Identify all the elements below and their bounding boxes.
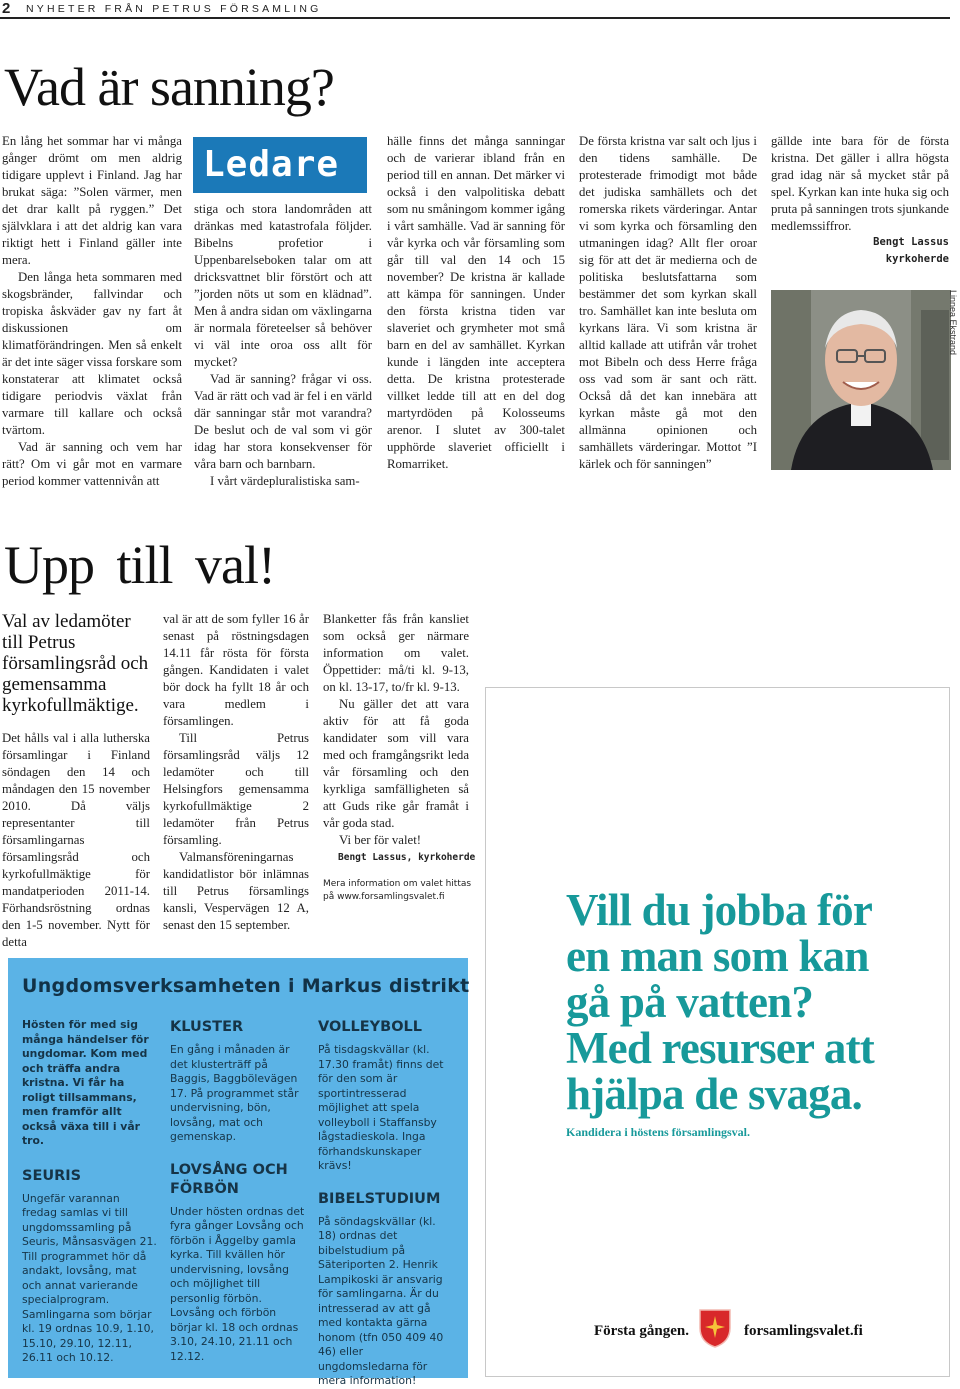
article-column-2 [194, 201, 372, 490]
paragraph: gällde inte bara för de första kristna. Det gäller i allra högsta grad idag när så mycket står på spel. Kyrkan kan inte huka sig och pruta på sanningen trots sjunkande medlemssiffror. [771, 134, 949, 233]
paragraph: Till Petrus församlingsråd väljs 12 ledamöter och till Helsingfors gemensamma kyrkofullmäktige 2 ledamöter från Petrus församling. [163, 731, 309, 847]
article-column-1 [2, 133, 182, 490]
article2-byline: Bengt Lassus, kyrkoherde [338, 852, 476, 863]
paragraph: stiga och stora landområden att dränkas med katastrofala följder. Bibelns profetior i Uppenbarelseboken talar om att dricksvattnet blir förstört och att ”jorden nöts ut som en klädnad”. Men å andra sidan om växlingarna är normala företeelser så behöver vi väl inte oroa oss allt för mycket? [194, 202, 372, 369]
paragraph: Vad är sanning? frågar vi oss. Vad är rätt och vad är fel i en värld där sanningar står mot varandra? De beslut och de val som vi gör idag har stora konsekvenser för våra barn och barnbarn. [194, 372, 373, 471]
section-header: NYHETER FRÅN PETRUS FÖRSAMLING [26, 3, 322, 15]
photo-credit-text: Linnea Ekstrand [948, 290, 958, 356]
section-text-kluster: En gång i månaden är det klusterträff på Baggis, Baggbölevägen 17. På programmet står undervisning, bön, lovsång, mat och gemenskap. [170, 1043, 299, 1143]
section-heading-volleyboll: VOLLEYBOLL [318, 1019, 423, 1035]
paragraph: Den långa heta sommaren med skogsbränder, fallvindar och tropiska åskväder gav ny fart åt diskussionen om klimatförändringen. Men så enkelt är det inte säger vissa forskare som konstaterar att klimatet också tidigare periodvis växlat från varmare till kallare och också tvärtom. [2, 270, 182, 437]
article2-column-1 [2, 730, 150, 951]
paragraph: I vårt värdepluralistiska sam- [210, 474, 360, 488]
article-column-5 [771, 133, 949, 235]
page-number: 2 [2, 0, 11, 17]
paragraph: hälle finns det många sanningar och de varierar ibland från en period till en annan. Det märker vi också i den valpolitiska debatt som nu småningom kommer igång i vårt samhälle. Vad är sanning för vår kyrka och vår församling som går till val den 14 och 15 november? De kristna är kallade att kämpa för sanningen. Under den första kristna tiden var slaveriet och grymheter mot små barn en del av samhället. Kyrkan kunde i längden inte acceptera detta. De kristna protesterade villket ledde till att en del dog martyrdöden på Kolosseums arenor. I slutet av 300-talet upphörde slaveriet officiellt i Romarriket. [387, 134, 565, 471]
paragraph: Det hålls val i alla lutherska församlingar i Finland söndagen den 14 och måndagen den 15 november 2010. Då väljs representanter till församlingarnas församlingsråd och kyrkofullmäktige för mandatperioden 2011-14. Förhandsröstning ordnas den 1-5 november. Nytt för detta [2, 731, 150, 949]
article-headline: Vad är sanning? [4, 57, 334, 117]
article-column-4 [579, 133, 757, 473]
paragraph: Nu gäller det att vara aktiv för att få goda kandidater som vill vara med och framgångsrikt leda vår församling och den kyrkliga samfälligheten så att Guds rike går framåt i vår goda stad. [323, 697, 469, 830]
paragraph: Vad är sanning och vem har rätt? Om vi går mot en varmare period kommer vattennivån att [2, 440, 182, 488]
youth-box-title: Ungdomsverksamheten i Markus distrikt [22, 975, 470, 997]
section-tag: Ledare [193, 137, 367, 193]
ad-subline: Kandidera i höstens församlingsval. [566, 1125, 751, 1139]
article-headline-2: Upp till val! [4, 535, 275, 595]
article-subheadline: Val av ledamöter till Petrus församlingsråd och gemensamma kyrkofullmäktige. [2, 611, 149, 716]
youth-intro-text: Hösten för med sig många händelser för ungdomar. Kom med och träffa andra kristna. Vi får ha roligt tillsammans, men framför allt också växa till i vår tro. [22, 1018, 149, 1147]
section-text-volleyboll: På tisdagskvällar (kl. 17.30 framåt) finns det för den som är sportintresserad möjlighet att spela volleyboll i Staffansby lågstadieskola. Inga förhandskunskaper krävs! [318, 1043, 444, 1172]
byline-name: Bengt Lassus [873, 236, 949, 248]
youth-column-2 [170, 1018, 305, 1364]
section-text-lovsang: Under hösten ordnas det fyra gånger Lovsång och förbön i Åggelby gamla kyrka. Till kvällen hör undervisning, lovsång och möjlighet till personlig förbön. Lovsång och förbön börjar kl. 18 och ordnas 3.10, 24.10, 21.11 och 12.12. [170, 1204, 305, 1363]
paragraph: De första kristna var salt och ljus i den tidens samhälle. De protesterade frimodigt mot både det judiska samhällets och det romerska rikets värderingar. Antar vi som kyrka och församling den utmaningen idag? Allt fler oroar sig för att det är medierna och de politiska beslutsfattarna som bestämmer det som kyrkan skall tro. Samhället kan inte besluta om kyrkans lära. Vi som kristna är alltid kallade att utifrån vår trohet mot Bibeln och dess Herre fråga oss vad som är sant och rätt. Också då det kan innebära att kyrkan måste gå mot den allmänna opinionen och samhällets värderingar. Mottot ”I kärlek och för sanningen” [579, 134, 757, 471]
ad-slogan: Första gången. [594, 1323, 689, 1339]
article2-column-2 [163, 611, 309, 934]
more-info-text: Mera information om valet hittas på www.forsamlingsvalet.fi [323, 879, 472, 902]
section-text-bibelstudium: På söndagskvällar (kl. 18) ordnas det bibelstudium på Säteriporten 2. Henrik Lampikoski är ansvarig för samlingarna. Är du intresserad av att gå med kontakta gärna honom (tfn 050 409 40 46) eller ungdomsledarna för mera information! [318, 1214, 444, 1387]
section-text-seuris: Ungefär varannan fredag samlas vi till ungdomssamling på Seuris, Månsasvägen 21. Till programmet hör då andakt, lovsång, mat och annat varierande specialprogram. Samlingarna som börjar kl. 19 ordnas 10.9, 1.10, 15.10, 29.10, 12.11, 26.11 och 10.12. [22, 1191, 157, 1364]
article-column-3 [387, 133, 565, 473]
church-shield-icon [698, 1308, 732, 1348]
section-heading-kluster: KLUSTER [170, 1019, 244, 1035]
photo-credit [944, 290, 960, 370]
ad-headline: Vill du jobba för en man som kan gå på vatten? Med resurser att hjälpa de svaga. [566, 885, 874, 1119]
author-photo [771, 290, 951, 470]
byline-title: kyrkoherde [885, 253, 949, 265]
youth-intro [22, 1018, 157, 1366]
paragraph: Valmansföreningarnas kandidatlistor bör inlämnas till Petrus församlings kansli, Vespervägen 12 A, senast den 15 september. [163, 850, 309, 932]
section-heading-seuris: SEURIS [22, 1167, 82, 1184]
header-divider [0, 17, 950, 19]
paragraph: Blanketter fås från kansliet som också ger närmare information om valet. Öppettider: må/ti kl. 9-13, on kl. 13-17, to/fr kl. 9-13. [323, 612, 469, 694]
paragraph: En lång het sommar har vi många gånger drömt om men aldrig tidigare upplevt i Finland. Jag har brukat säga: ”Solen värmer, men det drar kallt på ryggen.” Det självklara i att det aldrig kan vara riktigt hett i Finland gäller inte mera. [2, 134, 182, 267]
section-heading-lovsang: LOVSÅNG OCH FÖRBÖN [170, 1161, 288, 1197]
article2-column-3 [323, 611, 469, 849]
paragraph: val är att de som fyller 16 år senast på röstningsdagen 14.11 får rösta för första gången. Kandidaten i valet bör dock ha fyllt 18 år och vara medlem i församlingen. [163, 612, 309, 728]
youth-column-3 [318, 1018, 454, 1389]
ad-website: forsamlingsvalet.fi [744, 1323, 863, 1339]
paragraph: Vi ber för valet! [339, 833, 422, 847]
section-heading-bibelstudium: BIBELSTUDIUM [318, 1190, 441, 1207]
